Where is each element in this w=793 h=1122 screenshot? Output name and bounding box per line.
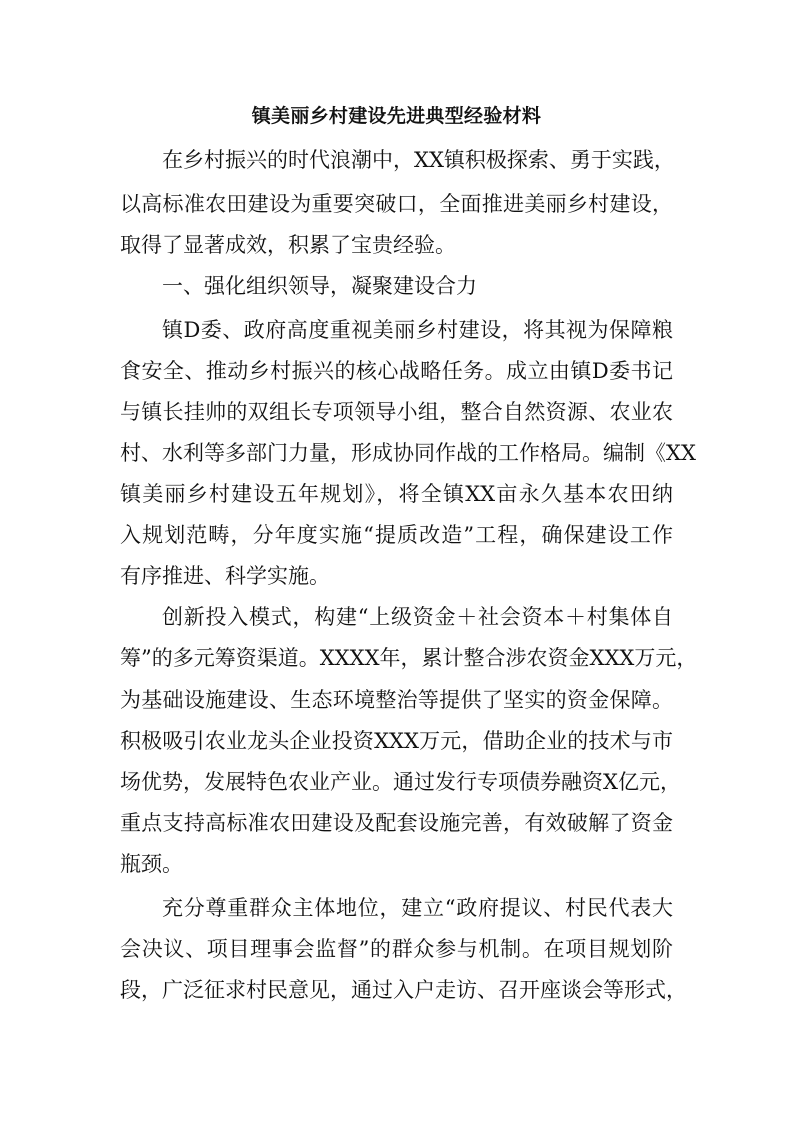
text-line: 重点支持高标准农田建设及配套设施完善，有效破解了资金 — [120, 811, 673, 835]
text-line: 以高标准农田建设为重要突破口，全面推进美丽乡村建设， — [120, 192, 673, 216]
text-line: 取得了显著成效，积累了宝贵经验。 — [120, 233, 456, 257]
text-line: 为基础设施建设、生态环境整治等提供了坚实的资金保障。 — [120, 688, 673, 712]
text-line: 在乡村振兴的时代浪潮中，XX镇积极探索、勇于实践， — [162, 148, 675, 172]
text-line: 食安全、推动乡村振兴的核心战略任务。成立由镇D委书记 — [120, 359, 673, 383]
text-line: 镇D委、政府高度重视美丽乡村建设，将其视为保障粮 — [162, 318, 673, 342]
document-title: 镇美丽乡村建设先进典型经验材料 — [251, 105, 542, 127]
text-line: 会决议、项目理事会监督”的群众参与机制。在项目规划阶 — [120, 937, 673, 961]
text-line: 入规划范畴，分年度实施“提质改造”工程，确保建设工作 — [120, 523, 673, 547]
text-line: 场优势，发展特色农业产业。通过发行专项债券融资X亿元， — [120, 770, 681, 794]
text-line: 村、水利等多部门力量，形成协同作战的工作格局。编制《XX — [120, 441, 696, 465]
text-line: 瓶颈。 — [120, 852, 183, 876]
text-line: 筹”的多元筹资渠道。XXXX年，累计整合涉农资金XXX万元， — [120, 646, 698, 670]
section-heading: 一、强化组织领导，凝聚建设合力 — [162, 274, 477, 298]
text-line: 积极吸引农业龙头企业投资XXX万元，借助企业的技术与市 — [120, 729, 673, 753]
text-line: 镇美丽乡村建设五年规划》，将全镇XX亩永久基本农田纳 — [120, 482, 673, 506]
text-line: 充分尊重群众主体地位，建立“政府提议、村民代表大 — [162, 896, 673, 920]
text-line: 有序推进、科学实施。 — [120, 564, 330, 588]
text-line: 创新投入模式，构建“上级资金＋社会资本＋村集体自 — [162, 605, 673, 629]
text-line: 段，广泛征求村民意见，通过入户走访、召开座谈会等形式， — [120, 978, 687, 1002]
text-line: 与镇长挂帅的双组长专项领导小组，整合自然资源、农业农 — [120, 400, 673, 424]
